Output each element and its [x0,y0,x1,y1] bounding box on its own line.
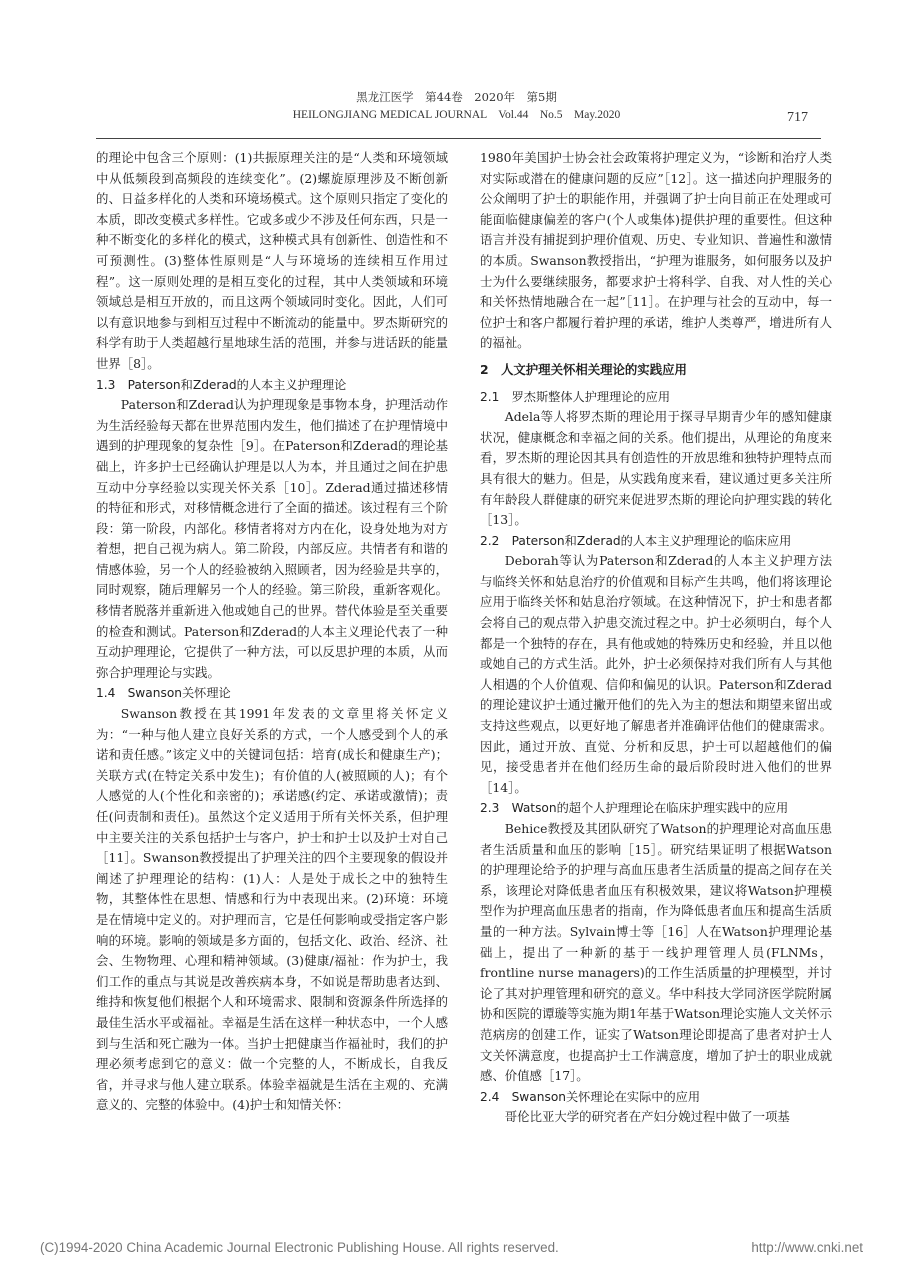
section-heading-2-1: 2.1 罗杰斯整体人护理理论的应用 [480,389,671,404]
journal-title-en: HEILONGJIANG MEDICAL JOURNAL Vol.44 No.5 May.2020 [292,109,621,121]
section-heading-2-3: 2.3 Watson的超个人护理理论在临床护理实践中的应用 [480,801,789,816]
section-heading-1-4: 1.4 Swanson关怀理论 [96,686,231,701]
running-header [0,88,913,124]
paragraph: Behice教授及其团队研究了Watson的护理理论对高血压患者生活质量和血压的影响［15］。研究结果证明了根据Watson的护理理论给予的护理与高血压患者生活质量的提高之间存在关系，该理论对降低患者血压有积极效果，建议将Watson护理模型作为护理高血压患者的指南，作为降低患者血压和提高生活质量的一种方法。Sylvain博士等［16］人在Watson护理理论基础上，提出了一种新的基于一线护理管理人员(FLNMs，frontline nurse managers)的工作生活质量的护理模型，并讨论了其对护理管理和研究的意义。华中科技大学同济医学院附属协和医院的谭璇等实施为期1年基于Watson理论实施人文关怀示范病房的创建工作，证实了Watson理论即提高了患者对护士人文关怀满意度，也提高护士工作满意度，增加了护士的职业成就感、价值感［17］。 [480,821,832,1084]
footer-url: http://www.cnki.net [751,1240,863,1255]
header-rule [96,138,821,139]
paragraph: Paterson和Zderad认为护理现象是事物本身，护理活动作为生活经验每天都在世界范围内发生，他们描述了在护理情境中遇到的护理现象的复杂性［9］。在Paterson和Zderad的理论基础上，许多护士已经确认护理是以人为本，并且通过之间在护患互动中分享经验以实现关怀关系［10］。Zderad通过描述移情的特征和形式，对移情概念进行了全面的描述。该过程有三个阶段：第一阶段，内部化。移情者将对方内在化，设身处地为对方着想，把自己视为病人。第二阶段，内部反应。共情者有和谐的情感体验，另一个人的经验被纳入照顾者，因为经验是共享的，同时观察，随后理解另一个人的经验。第三阶段，重新客观化。移情者脱落并重新进入他或她自己的世界。替代体验是至关重要的检查和测试。Paterson和Zderad的人本主义理论代表了一种互动护理理论，它提供了一种方法，可以反思护理的本质，从而弥合护理理论与实践。 [96,397,448,680]
paragraph: 的理论中包含三个原则：(1)共振原理关注的是“人类和环境领域中从低频段到高频段的连续变化”。(2)螺旋原理涉及不断创新的、日益多样化的人类和环境场模式。这个原则只指定了变化的本质，即改变模式多样性。它或多或少不涉及任何东西，只是一种不断变化的多样化的模式，这种模式具有创新性、创造性和不可预测性。(3)整体性原则是“人与环境场的连续相互作用过程”。这一原则处理的是相互变化的过程，其中人类领域和环境领域总是相互开放的，而且这两个领域同时变化。因此，人们可以有意识地参与到相互过程中不断流动的能量中。罗杰斯研究的科学有助于人类超越行星地球生活的范围，并参与进话跃的能量世界［8］。 [96,150,448,371]
section-heading-1-3: 1.3 Paterson和Zderad的人本主义护理理论 [96,377,347,392]
paragraph: Deborah等认为Paterson和Zderad的人本主义护理方法与临终关怀和姑息治疗的价值观和目标产生共鸣，他们将该理论应用于临终关怀和姑息治疗领域。在这种情况下，护士和患者都会将自己的观点带入护患交流过程之中。护士必须明白，每个人都是一个独特的存在，具有他或她的特殊历史和经验，并且以他或她自己的方式生活。此外，护士必须保持对我们所有人与其他人相遇的个人价值观、信仰和偏见的认识。Paterson和Zderad的理论建议护士通过撇开他们的先入为主的想法和期望来留出或支持这些观点，以更好地了解患者并准确评估他们的健康需求。因此，通过开放、直觉、分析和反思，护士可以超越他们的偏见，接受患者并在他们经历生命的最后阶段时进入他们的世界［14］。 [480,553,832,795]
right-column [480,148,832,1128]
paragraph: 1980年美国护士协会社会政策将护理定义为，“诊断和治疗人类对实际或潜在的健康问题的反应”［12］。这一描述向护理服务的公众阐明了护士的职能作用，并强调了护士向目前正在处理或可能面临健康偏差的客户(个人或集体)提供护理的重要性。但这种语言并没有捕捉到护理价值观、历史、专业知识、普遍性和激情的本质。Swanson教授指出，“护理为谁服务，如何服务以及护士为什么要继续服务，都要求护士将科学、自我、对人性的关心和关怀热情地融合在一起”［11］。在护理与社会的互动中，每一位护士和客户都履行着护理的承诺，维护人类尊严，增进所有人的福祉。 [480,150,832,351]
paragraph: Swanson教授在其1991年发表的文章里将关怀定义为：“一种与他人建立良好关系的方式，一个人感受到个人的承诺和责任感。”该定义中的关键词包括：培育(成长和健康生产)；关联方式(在特定关系中发生)；有价值的人(被照顾的人)；有个人感觉的人(个性化和亲密的)；承诺感(约定、承诺或激情)；责任(问责制和责任)。虽然这个定义适用于所有关怀关系，但护理中主要关注的关系包括护士与客户，护士和护士以及护士对自己［11］。Swanson教授提出了护理关注的四个主要现象的假设并阐述了护理理论的结构：(1)人：人是处于成长之中的独特生物，其整体性在思想、情感和行为中表现出来。(2)环境：环境是在情境中定义的。对护理而言，它是任何影响或受指定客户影响的环境。影响的领域是多方面的，包括文化、政治、经济、社会、生物物理、心理和精神领域。(3)健康/福祉：作为护士，我们工作的重点与其说是改善疾病本身，不如说是帮助患者达到、维持和恢复他们根据个人和环境需求、限制和资源条件所选择的最佳生活水平或福祉。幸福是生活在这样一种状态中，一个人感到与生活和死亡融为一体。当护士把健康当作福祉时，我们的护理必须考虑到它的意义：做一个完整的人，不断成长，自我反省，并寻求与他人建立联系。体验幸福就是生活在主观的、充满意义的、完整的体验中。(4)护士和知情关怀： [96,706,448,1113]
section-heading-2-2: 2.2 Paterson和Zderad的人本主义护理理论的临床应用 [480,533,792,548]
paragraph: Adela等人将罗杰斯的理论用于探寻早期青少年的感知健康状况，健康概念和幸福之间的关系。他们提出，从理论的角度来看，罗杰斯的理论因其具有创造性的开放思维和独特护理特点而具有很大的魅力。但是，从实践角度来看，建议通过更多关注所有年龄段人群健康的研究来促进罗杰斯的理论向护理实践的转化［13］。 [480,409,832,528]
page-number: 717 [787,110,808,125]
copyright-notice: (C)1994-2020 China Academic Journal Electronic Publishing House. All rights reserved. [40,1240,559,1255]
left-column [96,148,448,1116]
section-heading-2-4: 2.4 Swanson关怀理论在实际中的应用 [480,1089,701,1104]
paragraph: 哥伦比亚大学的研究者在产妇分娩过程中做了一项基 [504,1109,790,1125]
section-heading-2: 2 人文护理关怀相关理论的实践应用 [480,361,687,377]
journal-title-cn: 黑龙江医学 第44卷 2020年 第5期 [356,90,557,104]
